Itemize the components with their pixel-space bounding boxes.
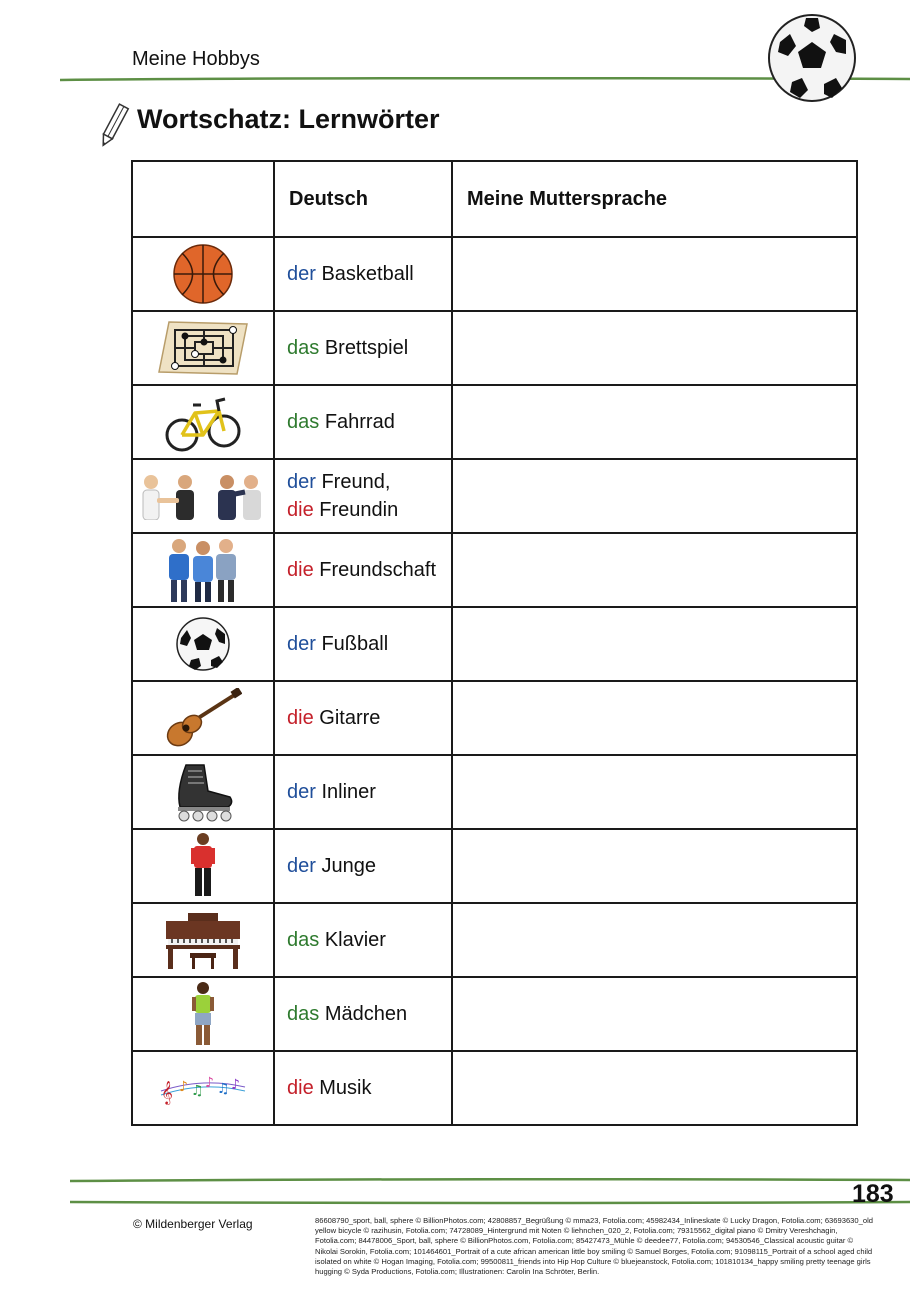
publisher-credit: © Mildenberger Verlag xyxy=(133,1217,253,1231)
article: der xyxy=(287,855,316,877)
german-word-cell xyxy=(274,459,452,533)
article: der xyxy=(287,781,316,803)
german-word-cell xyxy=(274,385,452,459)
german-word-cell xyxy=(274,1051,452,1125)
table-row xyxy=(132,755,857,829)
piano-icon xyxy=(164,911,242,969)
noun: Brettspiel xyxy=(324,337,409,359)
image-cell xyxy=(132,829,274,903)
basketball-icon xyxy=(172,243,234,305)
table-row xyxy=(132,1051,857,1125)
mother-tongue-cell[interactable] xyxy=(452,533,857,607)
noun: Junge xyxy=(321,855,376,877)
mother-tongue-cell[interactable] xyxy=(452,607,857,681)
image-cell xyxy=(132,459,274,533)
table-row xyxy=(132,681,857,755)
article: das xyxy=(287,337,320,359)
inline-skate-icon xyxy=(170,761,236,823)
article: die xyxy=(287,499,314,521)
noun: Fahrrad xyxy=(324,411,395,433)
german-word-cell xyxy=(274,607,452,681)
svg-text:♪: ♪ xyxy=(205,1075,214,1091)
article: die xyxy=(287,707,314,729)
table-header-row xyxy=(132,161,857,237)
german-word-cell xyxy=(274,311,452,385)
mother-tongue-cell[interactable] xyxy=(452,755,857,829)
image-cell xyxy=(132,1051,274,1125)
header-image-cell xyxy=(132,161,274,237)
table-row xyxy=(132,607,857,681)
article: das xyxy=(287,411,320,433)
table-row xyxy=(132,311,857,385)
mother-tongue-cell[interactable] xyxy=(452,681,857,755)
board-game-icon xyxy=(157,320,249,376)
music-notes-icon xyxy=(159,1071,247,1105)
noun: Musik xyxy=(319,1077,372,1099)
german-word-cell xyxy=(274,755,452,829)
mother-tongue-cell[interactable] xyxy=(452,459,857,533)
noun: Fußball xyxy=(321,633,389,655)
page-header-title: Meine Hobbys xyxy=(132,48,260,70)
footer-divider xyxy=(70,1178,910,1183)
mother-tongue-cell[interactable] xyxy=(452,385,857,459)
article: der xyxy=(287,633,316,655)
mother-tongue-cell[interactable] xyxy=(452,829,857,903)
german-word-cell xyxy=(274,681,452,755)
table-row xyxy=(132,977,857,1051)
girl-icon xyxy=(191,981,215,1047)
mother-tongue-cell[interactable] xyxy=(452,903,857,977)
svg-text:♪: ♪ xyxy=(179,1079,188,1095)
noun: Inliner xyxy=(321,781,376,803)
german-word-cell xyxy=(274,533,452,607)
table-row xyxy=(132,385,857,459)
image-cell xyxy=(132,903,274,977)
image-cell xyxy=(132,681,274,755)
header-deutsch: Deutsch xyxy=(274,161,452,237)
image-credits: 86608790_sport, ball, sphere © BillionPhotos.com; 42808857_Begrüßung © mma23, Fotolia.com; 45982434_Inlineskate © Lucky Dragon, Fotolia.com; 63693630_old yellow bicycle © razihusin, Fotolia.com; 74728089_Hintergrund mit Noten © liehnchen_020_2, Fotolia.com; 79315562_digital piano © Dmitry Vereshchagin, Fotolia.com; 84478006_Sport, ball, sphere © BillionPhotos.com, Fotolia.com; 85427473_Mühle © deedee77, Fotolia.com; 94530546_Classical acoustic guitar © Nikolai Sorokin, Fotolia.com; 101464601_Portrait of a cute african american little boy smiling © Samuel Borges, Fotolia.com; 91098115_Portrait of a school aged child isolated on white © Hogan Imaging, Fotolia.com; 99500811_friends into Hip Hop Culture © bluejeanstock, Fotolia.com; 101810134_happy smiling pretty teenage girls hugging © Syda Productions, Fotolia.com; Illustrationen: Carolin Ina Schröter, Berlin. xyxy=(315,1216,873,1277)
german-word-cell xyxy=(274,977,452,1051)
noun: Freundschaft xyxy=(319,559,436,581)
soccer-ball-icon xyxy=(766,12,858,104)
mother-tongue-cell[interactable] xyxy=(452,1051,857,1125)
article: der xyxy=(287,263,316,285)
mother-tongue-cell[interactable] xyxy=(452,977,857,1051)
friendship-icon xyxy=(163,536,243,604)
image-cell xyxy=(132,533,274,607)
noun: Basketball xyxy=(321,263,414,285)
noun: Freundin xyxy=(319,499,399,521)
article: das xyxy=(287,1003,320,1025)
article: der xyxy=(287,471,316,493)
svg-text:♫: ♫ xyxy=(191,1083,204,1099)
table-row xyxy=(132,237,857,311)
soccer-ball-icon xyxy=(175,616,231,672)
image-cell xyxy=(132,755,274,829)
header-muttersprache: Meine Muttersprache xyxy=(452,161,857,237)
german-word-cell xyxy=(274,829,452,903)
page-number: 183 xyxy=(852,1180,894,1208)
noun: Gitarre xyxy=(319,707,381,729)
noun: Klavier xyxy=(324,929,386,951)
table-row xyxy=(132,459,857,533)
image-cell xyxy=(132,977,274,1051)
boy-icon xyxy=(190,832,216,900)
article: das xyxy=(287,929,320,951)
image-cell xyxy=(132,385,274,459)
noun: Freund, xyxy=(321,471,391,493)
table-row xyxy=(132,829,857,903)
noun: Mädchen xyxy=(324,1003,408,1025)
footer-divider xyxy=(70,1200,910,1205)
vocabulary-table xyxy=(131,160,858,1126)
bicycle-icon xyxy=(165,391,241,453)
svg-text:♪: ♪ xyxy=(231,1077,240,1093)
image-cell xyxy=(132,311,274,385)
table-row xyxy=(132,533,857,607)
german-word-cell xyxy=(274,237,452,311)
guitar-icon xyxy=(164,688,242,748)
page-heading: Wortschatz: Lernwörter xyxy=(137,104,440,134)
image-cell xyxy=(132,607,274,681)
article: die xyxy=(287,559,314,581)
svg-text:𝄞: 𝄞 xyxy=(161,1080,173,1104)
pencil-icon xyxy=(98,100,130,150)
mother-tongue-cell[interactable] xyxy=(452,237,857,311)
mother-tongue-cell[interactable] xyxy=(452,311,857,385)
svg-text:♫: ♫ xyxy=(217,1081,230,1097)
article: die xyxy=(287,1077,314,1099)
friends-icon xyxy=(139,472,267,520)
image-cell xyxy=(132,237,274,311)
table-row xyxy=(132,903,857,977)
german-word-cell xyxy=(274,903,452,977)
